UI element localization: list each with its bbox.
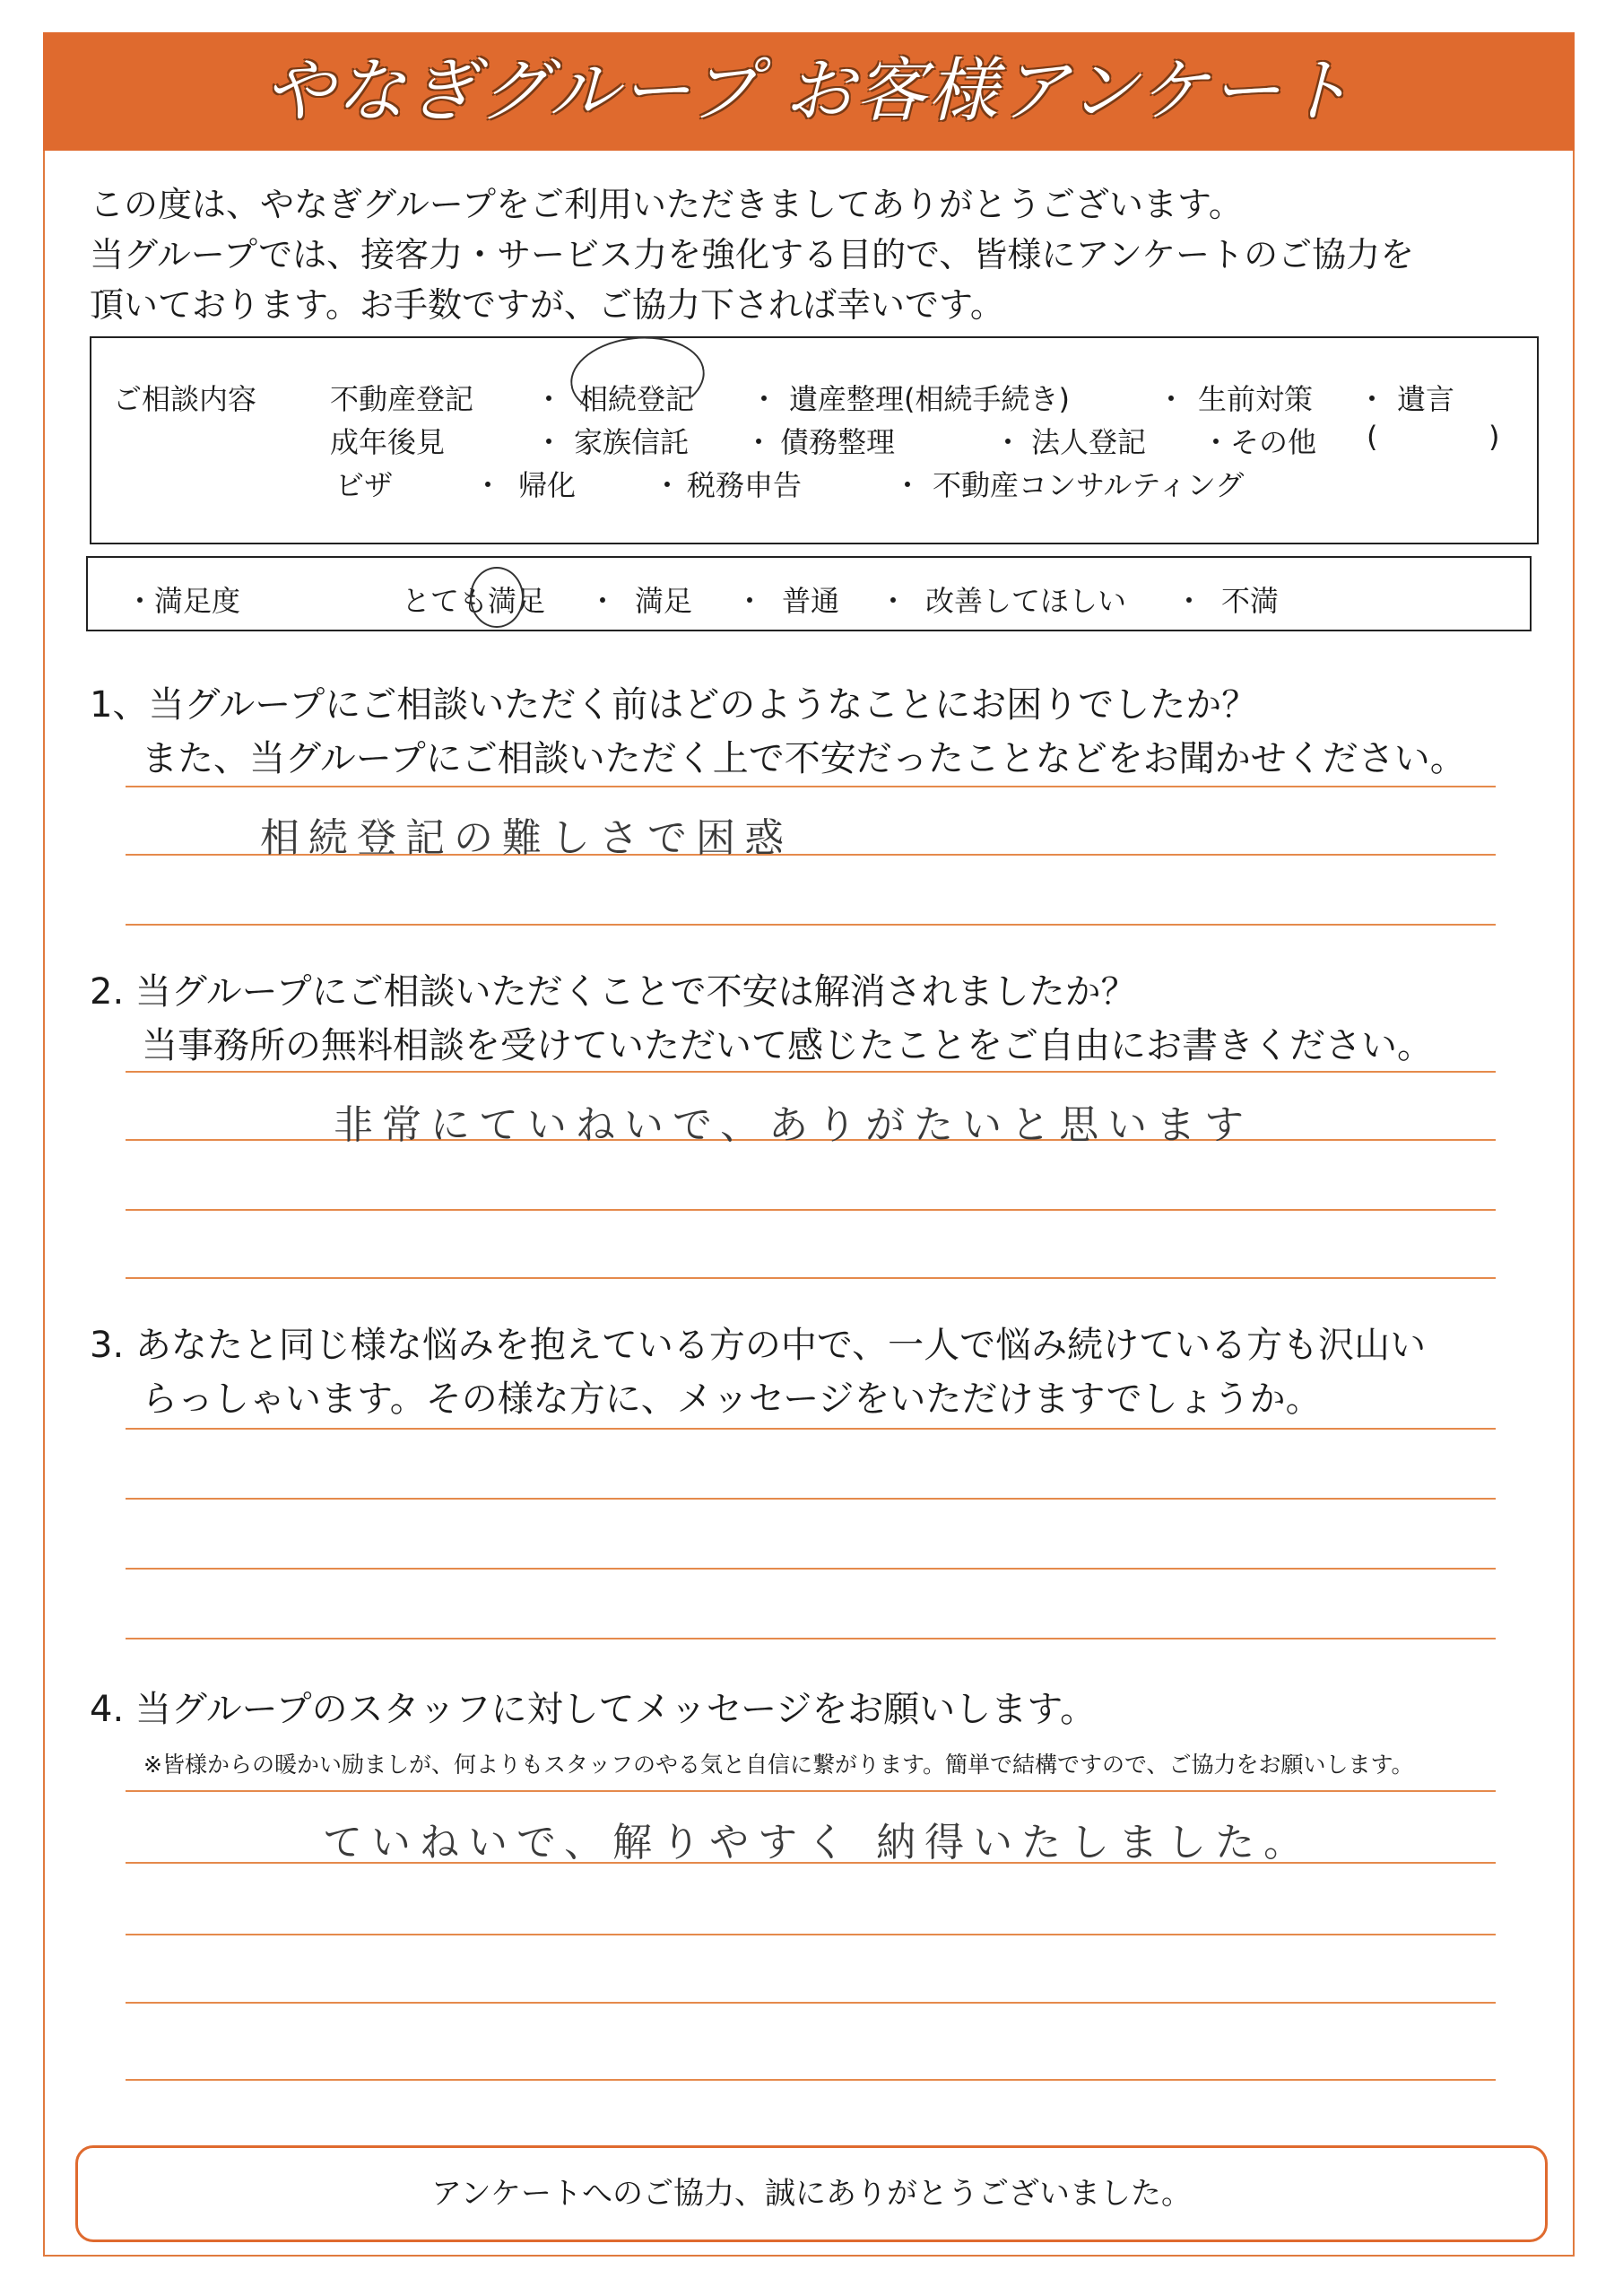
separator: ・ xyxy=(735,584,765,618)
separator: ・ xyxy=(1175,584,1204,618)
question-note: ※皆様からの暖かい励ましが、何よりもスタッフのやる気と自信に繋がります。簡単で結構ですので、ご協力をお願いします。 xyxy=(143,1752,1414,1778)
satisfaction-option-selected[interactable]: とても満足 xyxy=(402,584,546,618)
separator: ・ xyxy=(473,468,503,502)
answer-line xyxy=(126,1428,1496,1430)
separator: ・ xyxy=(893,468,923,502)
question-text: 3. あなたと同じ様な悩みを抱えている方の中で、一人で悩み続けている方も沢山い xyxy=(90,1325,1427,1366)
consultation-label: ご相談内容 xyxy=(113,382,257,416)
question-text: 当事務所の無料相談を受けていただいて感じたことをご自由にお書きください。 xyxy=(142,1025,1433,1066)
footer-thanks: アンケートへのご協力、誠にありがとうございました。 xyxy=(431,2176,1192,2212)
consult-option[interactable]: 遺産整理(相続手続き) xyxy=(789,382,1070,416)
answer-line xyxy=(126,1498,1496,1500)
consult-option[interactable]: 法人登記 xyxy=(1031,425,1147,459)
question-text: 2. 当グループにご相談いただくことで不安は解消されましたか？ xyxy=(90,971,1137,1013)
answer-line xyxy=(126,1638,1496,1639)
answer-line xyxy=(126,2002,1496,2004)
consult-option[interactable]: ・その他 xyxy=(1202,425,1317,459)
question-text: 4. 当グループのスタッフに対してメッセージをお願いします。 xyxy=(90,1689,1097,1730)
answer-line xyxy=(126,1568,1496,1570)
satisfaction-option[interactable]: 普通 xyxy=(782,584,840,618)
question-1 xyxy=(90,678,1466,786)
separator: ・ xyxy=(750,382,779,416)
satisfaction-option[interactable]: 不満 xyxy=(1221,584,1280,618)
paren-open: ( xyxy=(1367,420,1378,454)
question-4 xyxy=(90,1683,1096,1736)
consult-option[interactable]: 不動産登記 xyxy=(330,382,474,416)
page-title: やなぎグループ お客様アンケート xyxy=(264,51,1354,132)
separator: ・ xyxy=(653,468,682,502)
answer-line xyxy=(126,1790,1496,1792)
question-text: また、当グループにご相談いただく上で不安だったことなどをお聞かせください。 xyxy=(142,738,1466,779)
consult-option-selected[interactable]: 相続登記 xyxy=(579,382,695,416)
handwritten-answer: 相続登記の難しさで困惑 xyxy=(260,815,793,861)
answer-line xyxy=(126,1934,1496,1935)
separator: ・ xyxy=(534,382,564,416)
separator: ・ xyxy=(1358,382,1387,416)
handwritten-answer: 非常にていねいで、ありがたいと思います xyxy=(334,1102,1254,1148)
answer-line xyxy=(126,1209,1496,1211)
consult-option[interactable]: 税務申告 xyxy=(687,468,803,502)
intro-line: 頂いております。お手数ですが、ご協力下されば幸いです。 xyxy=(90,285,1004,325)
satisfaction-label: ・満足度 xyxy=(126,584,241,618)
consult-option[interactable]: 成年後見 xyxy=(330,425,446,459)
consult-option[interactable]: 生前対策 xyxy=(1198,382,1314,416)
question-text: らっしゃいます。その様な方に、メッセージをいただけますでしょうか。 xyxy=(142,1378,1322,1420)
consult-option[interactable]: 債務整理 xyxy=(780,425,896,459)
separator: ・ xyxy=(588,584,618,618)
question-3 xyxy=(90,1318,1426,1426)
consult-option[interactable]: 不動産コンサルティング xyxy=(933,468,1245,502)
separator: ・ xyxy=(994,425,1023,459)
selection-circle-mark xyxy=(470,567,524,628)
separator: ・ xyxy=(1157,382,1186,416)
answer-line xyxy=(126,924,1496,926)
answer-line xyxy=(126,786,1496,787)
answer-line xyxy=(126,1277,1496,1279)
separator: ・ xyxy=(879,584,908,618)
separator: ・ xyxy=(744,425,774,459)
paren-close: ) xyxy=(1488,420,1500,454)
consult-option[interactable]: 家族信託 xyxy=(574,425,690,459)
consult-option[interactable]: 遺言 xyxy=(1397,382,1455,416)
intro-line: 当グループでは、接客力・サービス力を強化する目的で、皆様にアンケートのご協力を xyxy=(90,235,1415,274)
question-2 xyxy=(90,965,1433,1073)
satisfaction-option[interactable]: 満足 xyxy=(635,584,693,618)
consult-option[interactable]: ビザ xyxy=(335,468,394,502)
separator: ・ xyxy=(534,425,564,459)
intro-line: この度は、やなぎグループをご利用いただきましてありがとうございます。 xyxy=(90,185,1243,224)
title-banner xyxy=(43,32,1575,151)
consult-option[interactable]: 帰化 xyxy=(518,468,577,502)
intro-text xyxy=(90,179,1560,330)
answer-line xyxy=(126,2079,1496,2081)
answer-line xyxy=(126,1071,1496,1073)
question-text: 1、当グループにご相談いただく前はどのようなことにお困りでしたか？ xyxy=(90,684,1258,726)
handwritten-answer: ていねいで、解りやすく 納得いたしました。 xyxy=(323,1820,1313,1866)
satisfaction-option[interactable]: 改善してほしい xyxy=(925,584,1127,618)
